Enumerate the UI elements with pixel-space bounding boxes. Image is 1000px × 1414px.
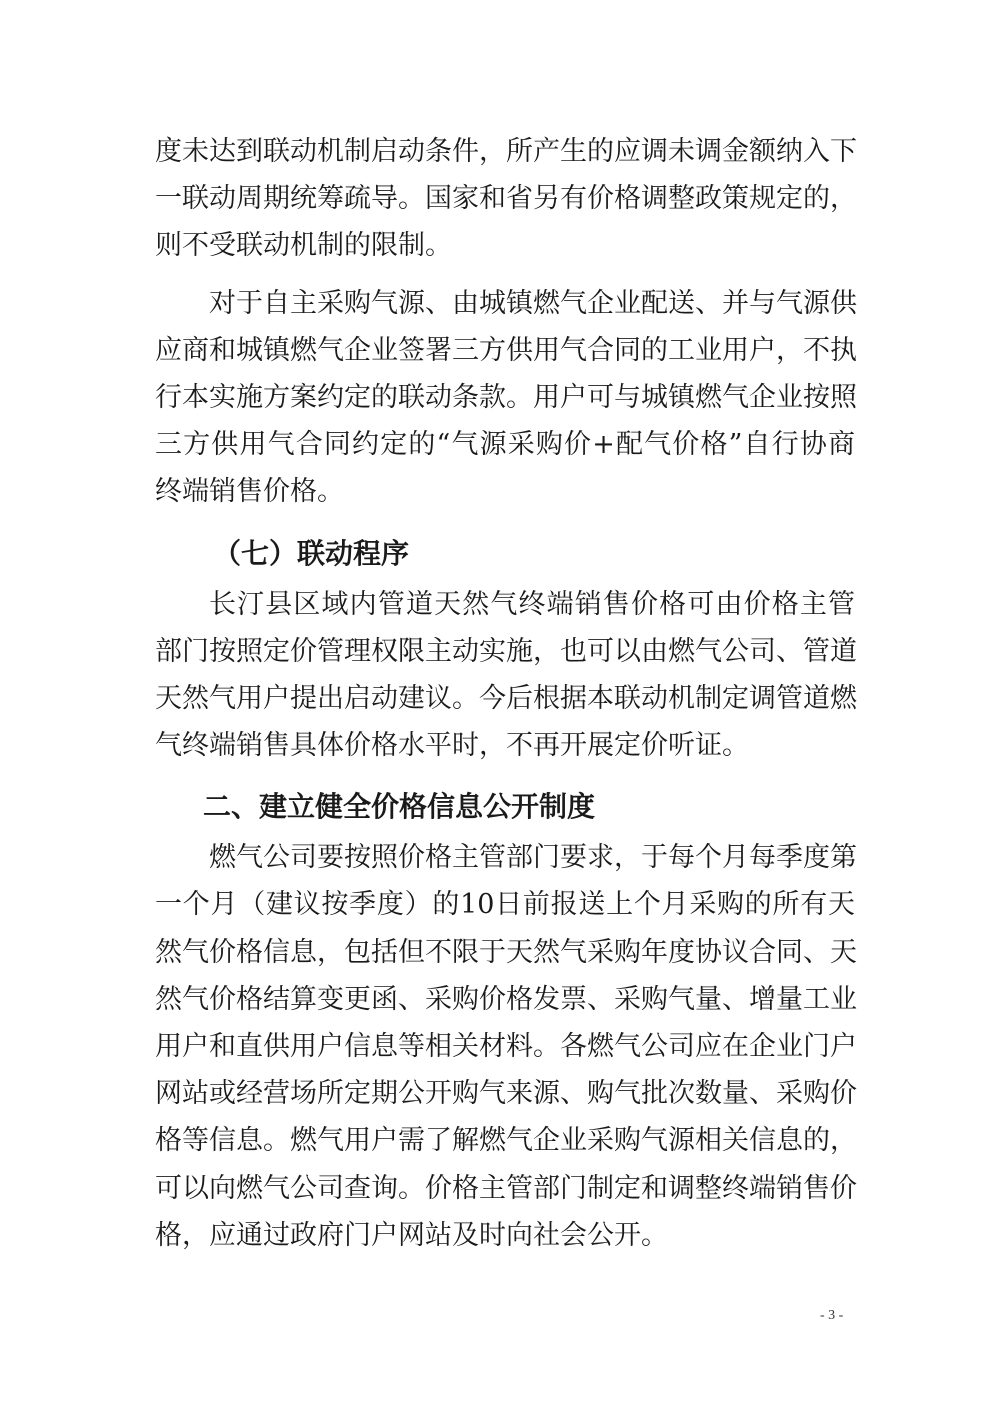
paragraph [155,128,855,270]
section-heading: 二、建立健全价格信息公开制度 [203,790,596,824]
paragraph-line: 气终端销售具体价格水平时，不再开展定价听证。 [155,730,749,762]
paragraph [155,581,855,770]
paragraph-line: 行本实施方案约定的联动条款。用户可与城镇燃气企业按照 [155,381,857,413]
paragraph-line: 部门按照定价管理权限主动实施，也可以由燃气公司、管道 [155,635,857,667]
paragraph-line: 可以向燃气公司查询。价格主管部门制定和调整终端销售价 [155,1172,857,1204]
paragraph-line: 则不受联动机制的限制。 [155,230,452,262]
paragraph [155,280,855,516]
paragraph-line: 长汀县区域内管道天然气终端销售价格可由价格主管 [209,588,855,620]
paragraph-line: 天然气用户提出启动建议。今后根据本联动机制定调管道燃 [155,682,857,714]
paragraph-line: 应商和城镇燃气企业签署三方供用气合同的工业用户，不执 [155,334,857,366]
paragraph-line: 对于自主采购气源、由城镇燃气企业配送、并与气源供 [209,287,857,319]
paragraph-line: 格，应通过政府门户网站及时向社会公开。 [155,1219,668,1251]
paragraph [155,834,855,1259]
section-heading: （七）联动程序 [213,536,410,570]
document-body [155,128,855,1259]
paragraph-line: 终端销售价格。 [155,476,344,508]
paragraph-line: 用户和直供用户信息等相关材料。各燃气公司应在企业门户 [155,1031,857,1062]
paragraph-line: 三方供用气合同约定的“气源采购价+配气价格”自行协商 [155,429,855,461]
paragraph-line: 然气价格结算变更函、采购价格发票、采购气量、增量工业 [155,983,857,1015]
paragraph-line: 一个月（建议按季度）的10日前报送上个月采购的所有天 [155,889,855,921]
paragraph-line: 网站或经营场所定期公开购气来源、购气批次数量、采购价 [155,1078,857,1110]
paragraph-line: 燃气公司要按照价格主管部门要求，于每个月每季度第 [209,842,857,874]
paragraph-line: 然气价格信息，包括但不限于天然气采购年度协议合同、天 [155,936,857,968]
paragraph-line: 度未达到联动机制启动条件，所产生的应调未调金额纳入下 [155,136,857,167]
paragraph-line: 格等信息。燃气用户需了解燃气企业采购气源相关信息的， [155,1125,857,1157]
paragraph-line: 一联动周期统筹疏导。国家和省另有价格调整政策规定的， [155,183,857,215]
page-number: - 3 - [820,1308,844,1323]
